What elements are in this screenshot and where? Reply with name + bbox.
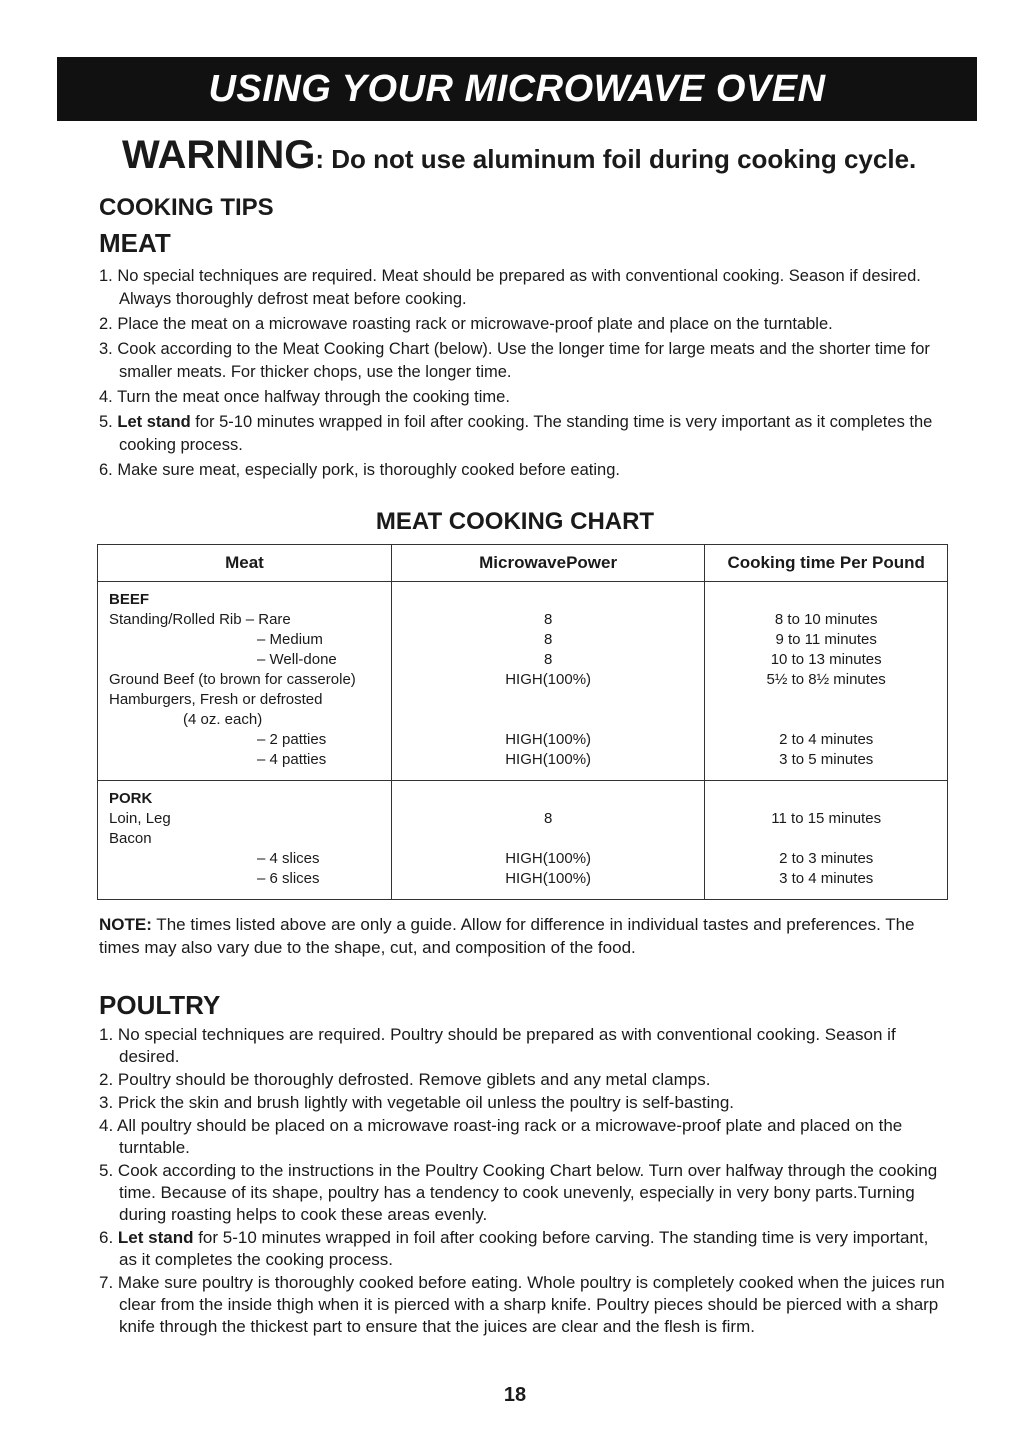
time-value: 3 to 5 minutes: [779, 751, 874, 768]
item-emphasis: Let stand: [117, 413, 191, 431]
list-item: [99, 338, 949, 384]
chart-body: [98, 582, 948, 900]
meat-tips-list: [99, 265, 949, 484]
list-item: [99, 459, 949, 482]
power-value: HIGH(100%): [505, 751, 592, 768]
food-name: Loin, Leg: [109, 810, 171, 827]
power-value: HIGH(100%): [505, 870, 592, 887]
item-number: 5.: [99, 1161, 114, 1180]
warning-text: : Do not use aluminum foil during cooking cycle.: [315, 144, 917, 174]
meat-heading: MEAT: [99, 228, 171, 258]
time-value: 2 to 4 minutes: [779, 731, 874, 748]
item-number: 6.: [99, 1228, 114, 1247]
item-number: 4.: [99, 388, 113, 406]
item-number: 3.: [99, 340, 113, 358]
item-number: 2.: [99, 315, 113, 333]
list-item: [99, 386, 949, 409]
item-text: for 5-10 minutes wrapped in foil after cooking. The standing time is very important as it completes the cooking process.: [119, 413, 933, 454]
power-value: 8: [543, 631, 553, 648]
category-label: BEEF: [109, 591, 150, 608]
list-item: [99, 265, 949, 311]
time-value: 5½ to 8½ minutes: [766, 671, 886, 688]
item-number: 2.: [99, 1070, 114, 1089]
list-item: [99, 411, 949, 457]
poultry-heading: POULTRY: [99, 990, 221, 1020]
power-value: HIGH(100%): [505, 850, 592, 867]
item-text: Poultry should be thoroughly defrosted. Remove giblets and any metal clamps.: [117, 1070, 711, 1089]
food-cell: [98, 781, 392, 900]
item-text: No special techniques are required. Meat should be prepared as with conventional cooking. Season if desired. Always thoroughly defrost meat before cooking.: [117, 267, 921, 308]
food-name: (4 oz. each): [183, 711, 263, 728]
time-value: 2 to 3 minutes: [779, 850, 874, 867]
item-text: for 5-10 minutes wrapped in foil after cooking before carving. The standing time is very important, as it completes the cooking process.: [119, 1228, 929, 1269]
item-text: Prick the skin and brush lightly with vegetable oil unless the poultry is self-basting.: [117, 1093, 735, 1112]
list-item: [99, 1069, 949, 1091]
time-value: [705, 690, 947, 710]
food-cell: [98, 582, 392, 781]
header-meat: Meat: [98, 545, 392, 582]
time-cell: [705, 781, 948, 900]
page-banner: USING YOUR MICROWAVE OVEN: [57, 57, 977, 121]
list-item: [99, 1024, 949, 1068]
poultry-tips-list: [99, 1024, 949, 1339]
item-text: Make sure meat, especially pork, is thoroughly cooked before eating.: [117, 461, 620, 479]
item-number: 4.: [99, 1116, 114, 1135]
power-value: [392, 829, 704, 849]
food-name: – Medium: [257, 631, 323, 648]
item-text: Cook according to the instructions in the Poultry Cooking Chart below. Turn over halfway through the cooking time. Because of its shape, poultry has a tendency to cook unevenly, especially in very bony parts.Turning during roasting helps to cook these areas evenly.: [117, 1161, 938, 1224]
item-text: Place the meat on a microwave roasting rack or microwave-proof plate and place on the turntable.: [117, 315, 833, 333]
power-value: HIGH(100%): [505, 671, 592, 688]
time-value: [705, 710, 947, 730]
food-name: – 2 patties: [257, 731, 327, 748]
note-text: The times listed above are only a guide. Allow for difference in individual tastes and preferences. The times may also vary due to the shape, cut, and composition of the food.: [99, 915, 915, 957]
spacer: [705, 789, 947, 809]
category-label: PORK: [109, 790, 153, 807]
food-name: Hamburgers, Fresh or defrosted: [109, 691, 323, 708]
power-cell: [391, 582, 704, 781]
food-name: – 6 slices: [257, 870, 320, 887]
list-item: [99, 313, 949, 336]
power-value: 8: [543, 810, 553, 827]
item-number: 5.: [99, 413, 113, 431]
time-value: 11 to 15 minutes: [771, 810, 882, 827]
item-text: Make sure poultry is thoroughly cooked before eating. Whole poultry is completely cooked when the juices run clear from the inside thigh when it is pierced with a sharp knife. Poultry pieces should be pierced with a sharp knife through the thickest part to ensure that the juices are clear and the flesh is firm.: [117, 1273, 945, 1336]
spacer: [705, 590, 947, 610]
warning-word: WARNING: [122, 133, 316, 177]
time-value: 3 to 4 minutes: [779, 870, 874, 887]
food-name: – 4 slices: [257, 850, 320, 867]
time-value: [705, 829, 947, 849]
header-time: Cooking time Per Pound: [705, 545, 948, 582]
cooking-tips-heading: COOKING TIPS: [99, 194, 274, 221]
food-name: Bacon: [109, 830, 152, 847]
time-value: 10 to 13 minutes: [770, 651, 882, 668]
power-value: [392, 710, 704, 730]
item-text: No special techniques are required. Poultry should be prepared as with conventional cooking. Season if desired.: [117, 1025, 896, 1066]
item-text: All poultry should be placed on a microwave roast-ing rack or a microwave-proof plate and placed on the turntable.: [116, 1116, 903, 1157]
header-power: MicrowavePower: [391, 545, 704, 582]
warning-line: [122, 133, 916, 178]
item-text: Cook according to the Meat Cooking Chart (below). Use the longer time for large meats and the shorter time for smaller meats. For thicker chops, use the longer time.: [117, 340, 930, 381]
food-name: Standing/Rolled Rib – Rare: [109, 611, 291, 628]
item-number: 1.: [99, 267, 113, 285]
chart-header-row: [98, 545, 948, 582]
meat-cooking-chart: [97, 544, 948, 900]
spacer: [392, 590, 704, 610]
spacer: [392, 789, 704, 809]
item-number: 3.: [99, 1093, 114, 1112]
time-value: 8 to 10 minutes: [774, 611, 878, 628]
food-name: – Well-done: [257, 651, 337, 668]
list-item: [99, 1160, 949, 1226]
food-name: – 4 patties: [257, 751, 327, 768]
power-value: [392, 690, 704, 710]
list-item: [99, 1115, 949, 1159]
list-item: [99, 1272, 949, 1338]
power-value: 8: [543, 611, 553, 628]
chart-group-row: [98, 781, 948, 900]
note-label: NOTE:: [99, 915, 152, 934]
time-cell: [705, 582, 948, 781]
list-item: [99, 1227, 949, 1271]
item-number: 6.: [99, 461, 113, 479]
power-value: 8: [543, 651, 553, 668]
note: [99, 913, 959, 959]
list-item: [99, 1092, 949, 1114]
item-emphasis: Let stand: [117, 1228, 194, 1247]
item-text: Turn the meat once halfway through the cooking time.: [117, 388, 510, 406]
item-number: 7.: [99, 1273, 114, 1292]
power-cell: [391, 781, 704, 900]
chart-group-row: [98, 582, 948, 781]
page-number: 18: [503, 1384, 527, 1406]
food-name: Ground Beef (to brown for casserole): [109, 671, 356, 688]
item-number: 1.: [99, 1025, 114, 1044]
power-value: HIGH(100%): [505, 731, 592, 748]
chart-title: MEAT COOKING CHART: [375, 508, 655, 535]
time-value: 9 to 11 minutes: [775, 631, 877, 648]
